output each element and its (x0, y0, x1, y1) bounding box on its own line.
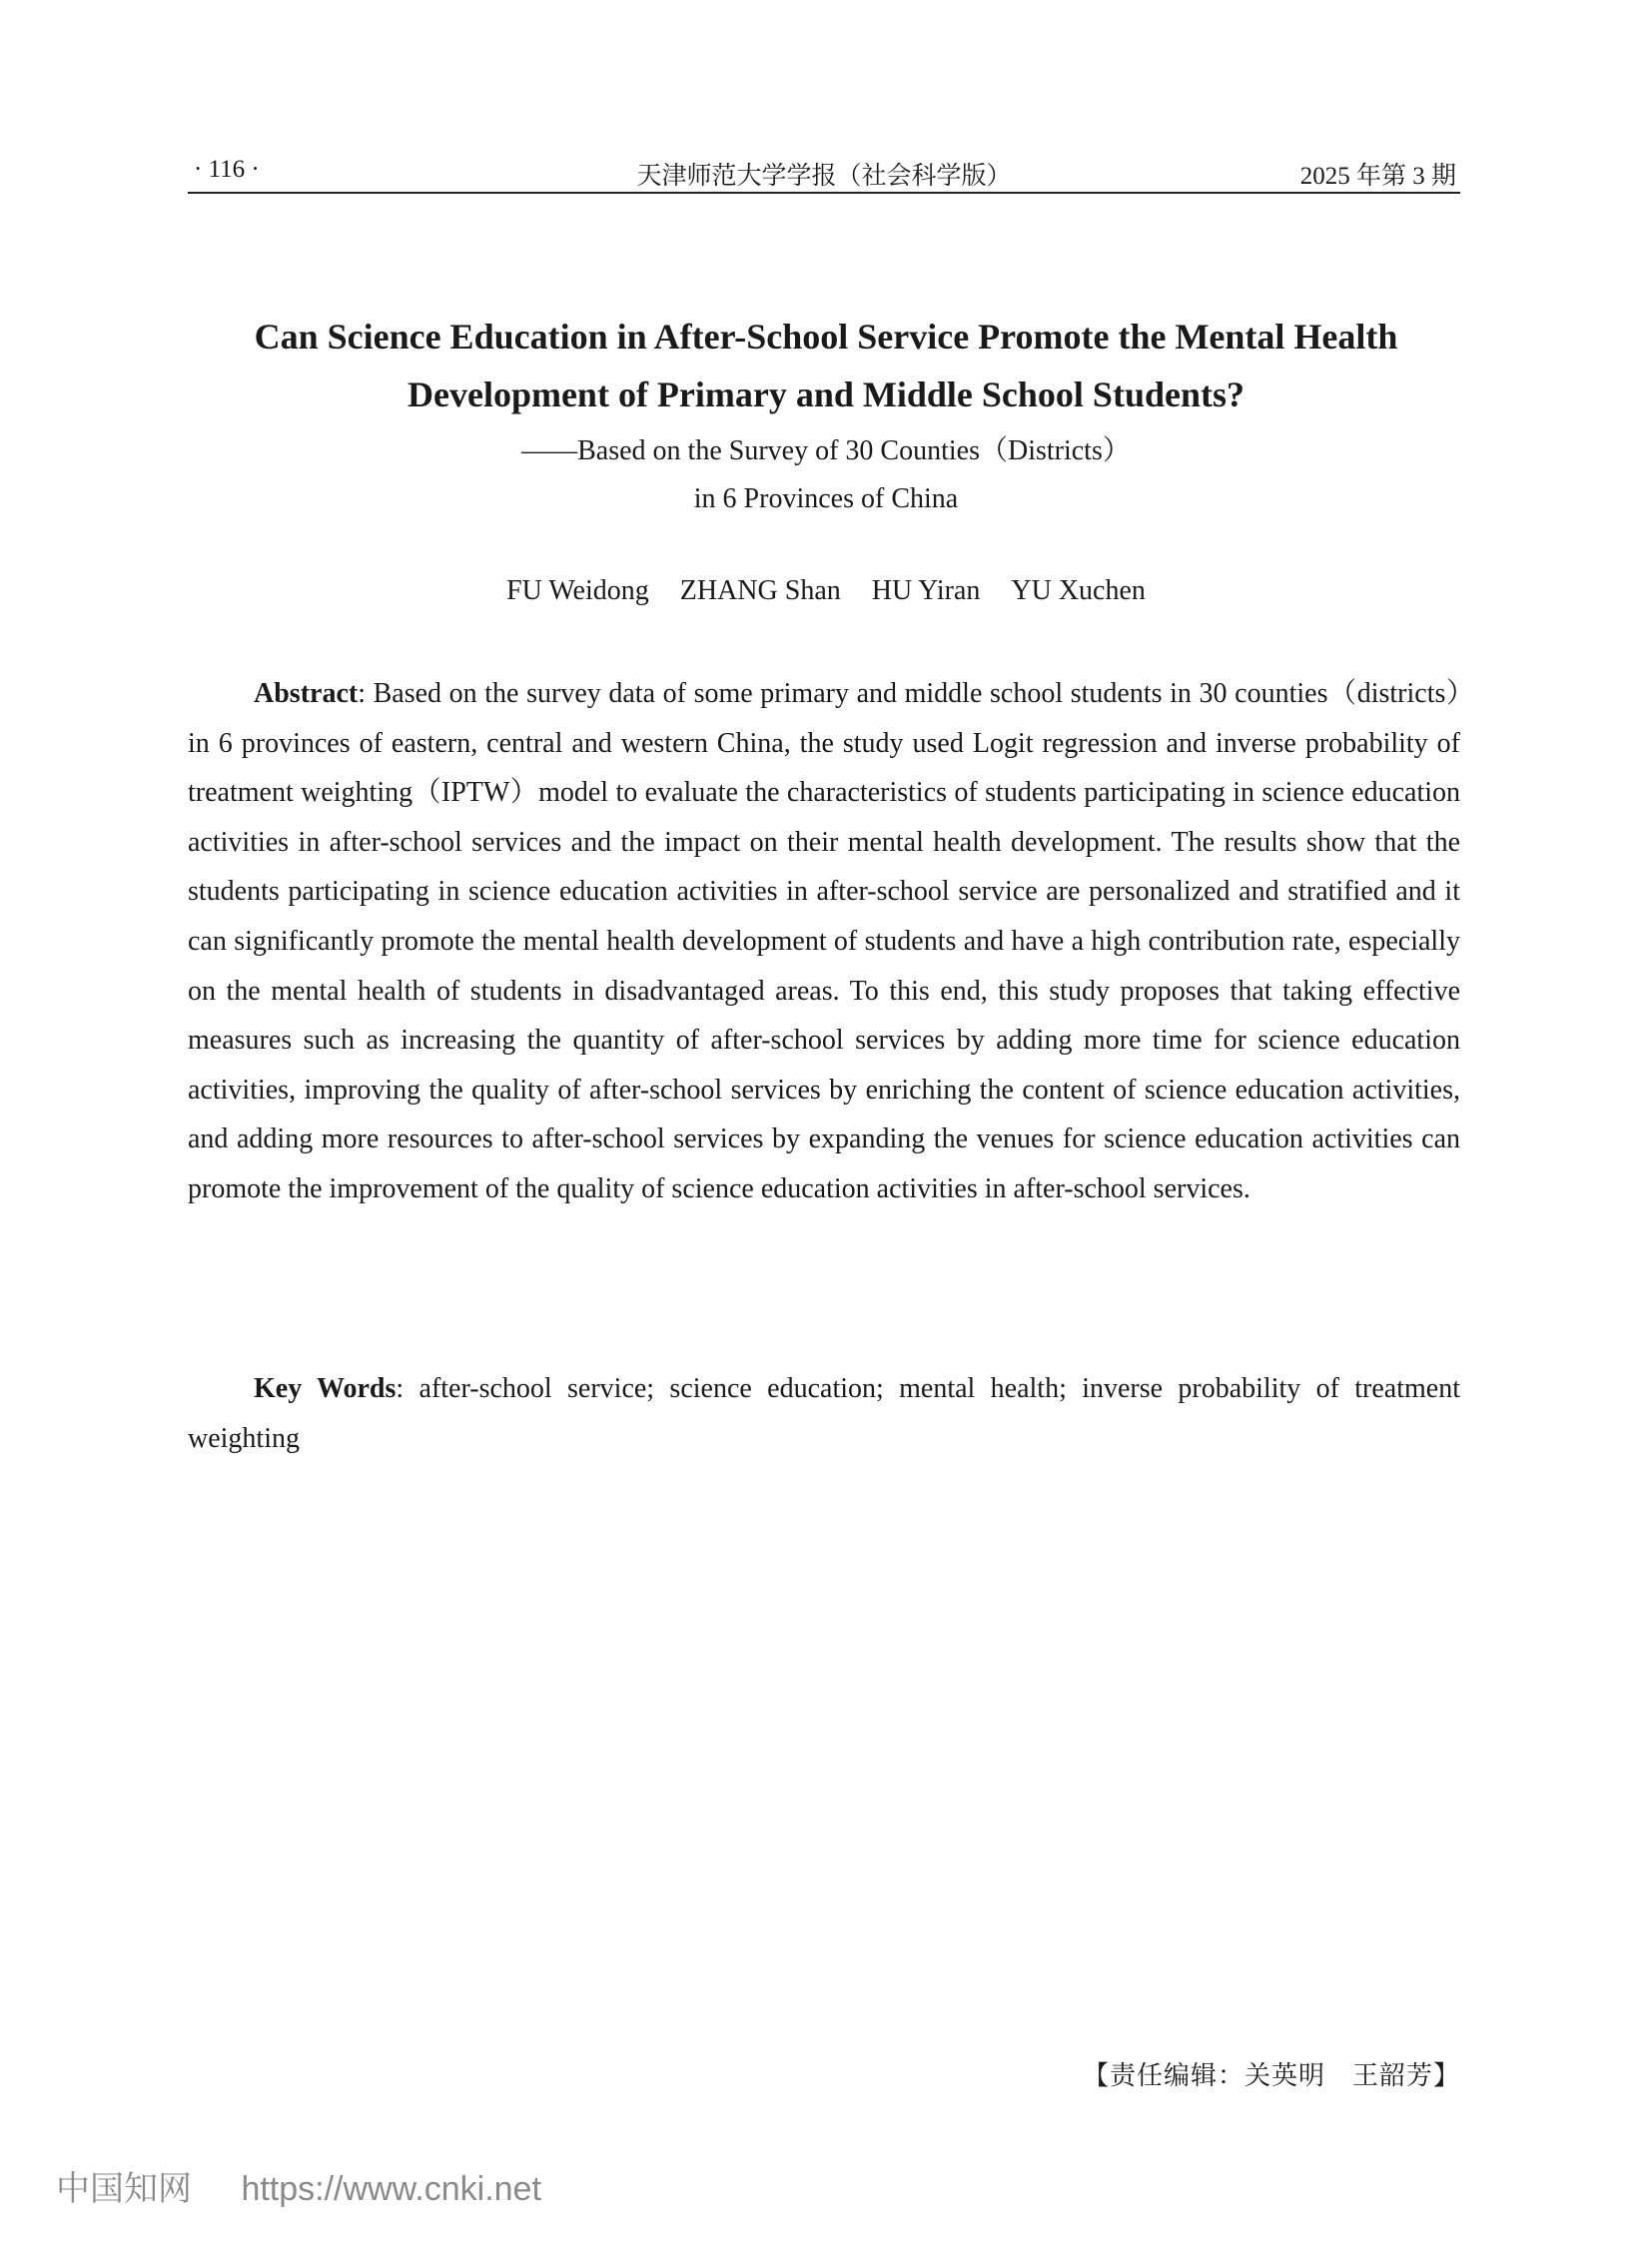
author: HU Yiran (871, 575, 981, 606)
site-url: https://www.cnki.net (241, 2170, 541, 2208)
abstract-paragraph (188, 669, 1460, 1214)
author: YU Xuchen (1011, 575, 1146, 606)
site-name: 中国知网 (56, 2170, 192, 2208)
abstract-label: Abstract (254, 678, 359, 709)
article-title (150, 308, 1502, 423)
author: ZHANG Shan (679, 575, 841, 606)
page-number: · 116 · (194, 156, 260, 183)
journal-name: 天津师范大学学报（社会科学版） (636, 163, 1012, 190)
keywords-text: : after-school service; science education; mental health; inverse probability of treatment weighting (188, 1373, 1460, 1454)
keywords-paragraph (188, 1364, 1460, 1463)
author: FU Weidong (506, 575, 649, 606)
title-line-1: Can Science Education in After-School Service Promote the Mental Health (254, 317, 1398, 357)
issue-number: 2025 年第 3 期 (1299, 163, 1456, 190)
title-line-2: Development of Primary and Middle School Students? (407, 374, 1244, 414)
page-header (188, 150, 1460, 194)
keywords-label: Key Words (254, 1373, 397, 1404)
author-list (150, 575, 1502, 607)
watermark-footer (56, 2161, 541, 2210)
abstract-text: : Based on the survey data of some primary and middle school students in 30 counties（districts）in 6 provinces of eastern, central and western China, the study used Logit regression and inverse probability of treatment weighting（IPTW）model to evaluate the characteristics of students participating in science education activities in after-school services and the impact on their mental health development. The results show that the students participating in science education activities in after-school service are personalized and stratified and it can significantly promote the mental health development of students and have a high contribution rate, especially on the mental health of students in disadvantaged areas. To this end, this study proposes that taking effective measures such as increasing the quantity of after-school services by adding more time for science education activities, improving the quality of after-school services by enriching the content of science education activities, and adding more resources to after-school services by expanding the venues for science education activities can promote the improvement of the quality of science education activities in after-school services. (188, 678, 1460, 1204)
subtitle-line-2: in 6 Provinces of China (693, 483, 959, 514)
editor-credit: 【责任编辑：关英明 王韶芳】 (1082, 2061, 1460, 2091)
article-subtitle (150, 427, 1502, 523)
subtitle-line-1: ——Based on the Survey of 30 Counties（Districts） (521, 435, 1131, 466)
